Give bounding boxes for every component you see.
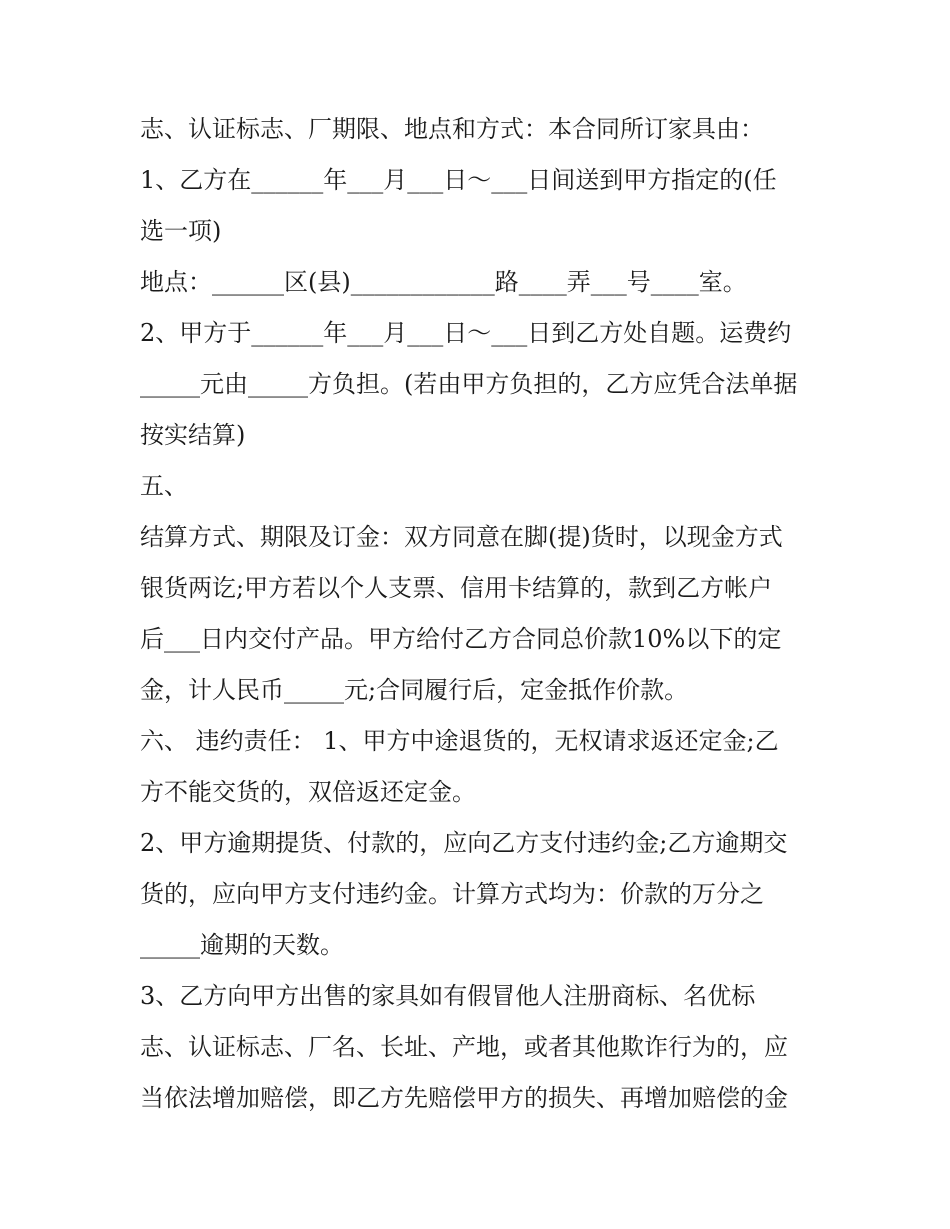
text-line: 2、甲方于______年___月___日～___日到乙方处自题。运费约 (140, 319, 792, 347)
text-line: 六、 违约责任： 1、甲方中途退货的，无权请求返还定金;乙 (140, 727, 779, 755)
text-line: _____元由_____方负担。(若由甲方负担的，乙方应凭合法单据 (140, 370, 798, 398)
text-line: 金，计人民币_____元;合同履行后，定金抵作价款。 (140, 676, 689, 704)
text-line: 志、认证标志、厂名、长址、产地，或者其他欺诈行为的，应 (140, 1033, 788, 1061)
text-line: 3、乙方向甲方出售的家具如有假冒他人注册商标、名优标 (140, 982, 756, 1010)
text-line: 方不能交货的，双倍返还定金。 (140, 778, 476, 806)
text-line: 后___日内交付产品。甲方给付乙方合同总价款10%以下的定 (140, 625, 782, 653)
text-line: 银货两讫;甲方若以个人支票、信用卡结算的，款到乙方帐户 (140, 574, 773, 602)
contract-text (140, 104, 820, 1124)
text-line: 货的，应向甲方支付违约金。计算方式均为：价款的万分之 (140, 880, 764, 908)
text-line: 选一项) (140, 217, 222, 245)
text-line: 地点：______区(县)____________路____弄___号____室。 (140, 268, 747, 296)
text-line: _____逾期的天数。 (140, 931, 344, 959)
text-line: 结算方式、期限及订金：双方同意在脚(提)货时，以现金方式 (140, 523, 783, 551)
text-line: 当依法增加赔偿，即乙方先赔偿甲方的损失、再增加赔偿的金 (140, 1084, 788, 1112)
text-line: 2、甲方逾期提货、付款的，应向乙方支付违约金;乙方逾期交 (140, 829, 788, 857)
text-line: 按实结算) (140, 421, 246, 449)
text-line: 1、乙方在______年___月___日～___日间送到甲方指定的(任 (140, 166, 777, 194)
text-line: 志、认证标志、厂期限、地点和方式：本合同所订家具由： (140, 115, 764, 143)
section-heading: 五、 (140, 472, 188, 500)
